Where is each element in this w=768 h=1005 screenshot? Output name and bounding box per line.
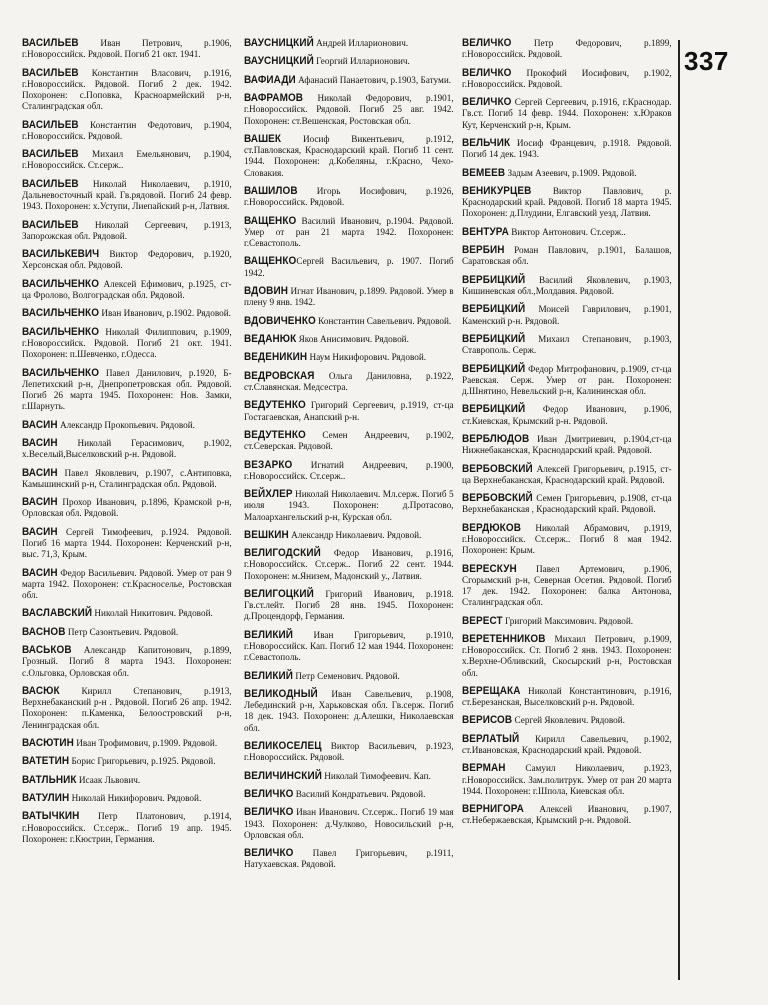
entry-details: Афанасий Панаетович, р.1903, Батуми. <box>295 74 452 86</box>
entry-surname: ВАСИН <box>22 566 58 579</box>
list-item <box>22 120 232 142</box>
list-item <box>462 364 672 398</box>
entry-surname: ВАШИЛОВ <box>244 184 298 197</box>
list-item <box>244 286 454 308</box>
entry-details: Петр Сазонтьевич. Рядовой. <box>65 626 179 638</box>
list-item <box>462 493 672 515</box>
list-item <box>462 227 672 238</box>
list-item <box>244 807 454 841</box>
list-item <box>462 38 672 60</box>
entry-details: Николай Абрамович, р.1919, г.Новороссийск. Ст.серж.. Погиб 8 мая 1942. Похоронен: Крым. <box>462 522 672 557</box>
entry-surname: ВЕЛИКИЙ <box>244 628 294 641</box>
entry-surname: ВЕДУТЕНКО <box>244 428 306 441</box>
entry-surname: ВАСНОВ <box>22 625 66 638</box>
column-divider-line <box>678 40 680 980</box>
entry-details: Сергей Яковлевич. Рядовой. <box>512 715 626 727</box>
list-item <box>22 738 232 749</box>
entry-surname: ВАУСНИЦКИЙ <box>244 37 314 49</box>
entry-surname: ВАТУЛИН <box>22 792 70 805</box>
entry-details: Николай Сергеевич, р.1913, Запорожская обл. Рядовой. <box>22 219 232 242</box>
entry-surname: ВЕЛИЧКО <box>462 66 512 79</box>
entry-details: Григорий Иванович, р.1918. Гв.ст.лейт. Погиб 28 янв. 1945. Похоронен: д.Процендорф, Германия. <box>244 589 454 623</box>
list-item <box>22 249 232 271</box>
entry-surname: ВАСИЛЬКЕВИЧ <box>22 248 100 261</box>
entry-details: Константин Федотович, р.1904, г.Новороссийск. Рядовой. <box>22 119 232 142</box>
entry-details: Алексей Ефимович, р.1925, ст-ца Фролово, Волгоградская обл. Рядовой. <box>22 278 232 301</box>
entry-surname: ВЕРЕСКУН <box>462 562 517 575</box>
column-3 <box>462 38 672 834</box>
entry-details: Константин Савельевич. Рядовой. <box>315 315 452 327</box>
entry-details: Прокофий Иосифович, р.1902, г.Новороссийск. Рядовой. <box>462 67 672 90</box>
list-item <box>244 430 454 452</box>
entry-surname: ВАСИЛЬЕВ <box>22 177 79 190</box>
list-item <box>244 400 454 422</box>
entry-details: Николай Федорович, р.1901, г.Новороссийск. Рядовой. Погиб 25 авг. 1942. Похоронен: ст.Вешенская, Ростовская обл. <box>244 93 454 127</box>
list-item <box>22 438 232 460</box>
entry-details: Иван Иванович. Ст.серж.. Погиб 19 мая 1943. Похоронен: д.Чулково, Новосильский р-н, Орловская обл. <box>244 807 454 841</box>
entry-surname: ВЕРЕЩАКА <box>462 684 521 697</box>
entry-surname: ВАСИЛЬЕВ <box>22 37 79 49</box>
entry-details: Алексей Иванович, р.1907, ст.Небержаевская, Крымский р-н. Рядовой. <box>462 804 672 827</box>
entry-details: Григорий Сергеевич, р.1919, ст-ца Гостагаевская, Анапский р-н. <box>244 400 454 423</box>
entry-details: Виктор Антонович. Ст.серж.. <box>508 226 626 238</box>
entry-surname: ВЕЛИЧКО <box>244 806 294 819</box>
list-item <box>22 811 232 845</box>
entry-details: Павел Григорьевич, р.1911, Натухаевская. Рядовой. <box>244 848 454 871</box>
list-item <box>22 497 232 519</box>
entry-surname: ВАТЛЬНИК <box>22 773 77 786</box>
entry-surname: ВЕЛИГОЦКИЙ <box>244 588 314 601</box>
list-item <box>462 763 672 797</box>
entry-details: Николай Герасимович, р.1902, х.Веселый,Выселковский р-н. Рядовой. <box>22 437 232 461</box>
entry-surname: ВАТЫЧКИН <box>22 810 80 823</box>
entry-surname: ВЕРБИЦКИЙ <box>462 273 526 286</box>
list-item <box>462 334 672 356</box>
entry-surname: ВАСИЛЬЧЕНКО <box>22 366 100 379</box>
entry-details: Михаил Петрович, р.1909, г.Новороссийск. Ст. Погиб 2 янв. 1943. Похоронен: х.Верхне-Обливский, Скосырский р-н, Ростовская обл. <box>462 633 672 679</box>
entry-details: Виктор Павлович, р. Краснодарский край. Рядовой. Погиб 18 марта 1945. Похоронен: д.Плудини, Елгавский уезд, Латвия. <box>462 185 672 220</box>
list-item <box>22 308 232 319</box>
list-item <box>22 775 232 786</box>
entry-surname: ВЕЛИКОСЕЛЕЦ <box>244 740 322 753</box>
entry-details: Николай Никифорович. Рядовой. <box>69 793 202 805</box>
list-item <box>462 734 672 756</box>
list-item <box>462 434 672 456</box>
list-item <box>462 564 672 609</box>
entry-details: Кирилл Степанович, р.1913, Верхнебаканский р-н . Рядовой. Погиб 26 апр. 1942. Похоронен: п.Каменка, Белоостровский р-н, Ленинградская обл. <box>22 685 232 731</box>
entry-surname: ВАСИН <box>22 436 58 449</box>
list-item <box>22 608 232 619</box>
entry-details: Борис Григорьевич, р.1925. Рядовой. <box>69 756 216 768</box>
entry-details: Василий Кондратьевич. Рядовой. <box>293 789 426 801</box>
entry-details: Николай Никитович. Рядовой. <box>92 608 213 620</box>
column-2 <box>244 38 454 878</box>
entry-details: Сергей Сергеевич, р.1916, г.Краснодар. Гв.ст. Погиб 14 февр. 1944. Похоронен: х.Юраков Кут, Керченский р-н, Крым. <box>462 97 672 131</box>
entry-surname: ВАСЬКОВ <box>22 644 72 657</box>
entry-details: Игнат Иванович, р.1899. Рядовой. Умер в плену 9 янв. 1942. <box>244 285 454 309</box>
entry-surname: ВАТЕТИН <box>22 755 70 768</box>
entry-details: Николай Тимофеевич. Кап. <box>321 770 431 782</box>
entry-surname: ВЕДРОВСКАЯ <box>244 369 315 382</box>
entry-details: Василий Иванович, р.1904. Рядовой. Умер от ран 21 марта 1942. Похоронен: г.Севастополь. <box>244 215 454 249</box>
entry-surname: ВЕНИКУРЦЕВ <box>462 184 532 197</box>
entry-details: Ольга Даниловна, р.1922, ст.Славянская. Медсестра. <box>244 370 454 393</box>
list-item <box>462 523 672 557</box>
entry-details: Павел Яковлевич, р.1907, с.Антиповка, Камышинский р-н, Сталинградская обл. Рядовой. <box>22 467 232 490</box>
entry-details: Иван Иванович, р.1902. Рядовой. <box>99 308 231 320</box>
entry-details: Георгий Илларионович. <box>313 56 410 68</box>
entry-surname: ВЕРЛАТЫЙ <box>462 732 520 745</box>
list-item <box>22 68 232 113</box>
entry-details: Кирилл Савельевич, р.1902, ст.Ивановская, Краснодарский край. Рядовой. <box>462 733 672 757</box>
entry-surname: ВЕРБИЦКИЙ <box>462 362 526 375</box>
list-item <box>244 316 454 327</box>
entry-details: Михаил Степанович, р.1903, Ставрополь. Серж. <box>462 333 672 357</box>
list-item <box>22 627 232 638</box>
entry-surname: ВЕЛИКИЙ <box>244 669 294 682</box>
entry-details: Роман Павлович, р.1901, Балашов, Саратовская обл. <box>462 245 672 268</box>
entry-surname: ВАУСНИЦКИЙ <box>244 55 314 68</box>
entry-surname: ВЕРБОВСКИЙ <box>462 462 533 475</box>
entry-surname: ВЕДУТЕНКО <box>244 399 306 412</box>
entry-surname: ВАСИЛЬЧЕНКО <box>22 277 100 290</box>
entry-details: Александр Николаевич. Рядовой. <box>288 529 422 541</box>
entry-surname: ВЕРБИЦКИЙ <box>462 332 526 345</box>
entry-surname: ВАСЮК <box>22 684 60 697</box>
entry-details: Федор Митрофанович, р.1909, ст-ца Раевская. Серж. Умер от ран. Похоронен: д.Шнятино, Невельский р-н, Калининская обл. <box>462 363 672 397</box>
entry-details: Константин Власович, р.1916, г.Новороссийск. Рядовой. Погиб 2 дек. 1942. Похоронен: с.Поповка, Красноармейский р-н, Сталинградская обл. <box>22 67 232 113</box>
list-item <box>244 371 454 393</box>
list-item <box>244 489 454 523</box>
list-item <box>244 75 454 86</box>
list-item <box>22 368 232 413</box>
list-item <box>22 149 232 171</box>
entry-details: Сергей Васильевич, р. 1907. Погиб 1942. <box>244 256 454 279</box>
list-item <box>244 256 454 278</box>
entry-surname: ВЕЛИКОДНЫЙ <box>244 688 318 701</box>
list-item <box>462 245 672 267</box>
list-item <box>22 686 232 731</box>
entry-details: Павел Артемович, р.1906, Сгорымский р-н, Северная Осетия. Рядовой. Погиб 17 дек. 1942. Похоронен: балка Антонова, Сталинградская обл. <box>462 563 672 609</box>
entry-surname: ВАЩЕНКО <box>244 255 297 268</box>
list-item <box>22 220 232 242</box>
entry-details: Николай Николаевич. Мл.серж. Погиб 5 июля 1943. Похоронен: д.Протасово, Малоархангельский р-н, Курская обл. <box>244 489 454 523</box>
entry-surname: ВЕЗАРКО <box>244 458 293 471</box>
list-item <box>462 168 672 179</box>
entry-surname: ВЕЛИЧКО <box>244 788 294 801</box>
entry-details: Николай Константинович, р.1916, ст.Березанская, Выселковский р-н. Рядовой. <box>462 685 672 709</box>
entry-details: Михаил Емельянович, р.1904, г.Новороссийск. Ст.серж.. <box>22 149 232 172</box>
entry-surname: ВАСИЛЬЕВ <box>22 218 79 231</box>
entry-details: Федор Иванович, р.1916, г.Новороссийск. Ст.серж.. Погиб 22 сент. 1944. Похоронен: м.Янизем, Мадонский у., Латвия. <box>244 548 454 582</box>
page-number: 337 <box>684 46 729 76</box>
list-item <box>22 645 232 679</box>
entry-details: Игнатий Андреевич, р.1900, г.Новороссийск. Ст.серж.. <box>244 459 454 482</box>
entry-surname: ВАСИЛЬЕВ <box>22 148 79 161</box>
entry-surname: ВЕРБИН <box>462 244 505 257</box>
entry-surname: ВАСЮТИН <box>22 736 74 749</box>
entry-surname: ВАСЛАВСКИЙ <box>22 607 93 620</box>
entry-surname: ВДОВИН <box>244 284 289 297</box>
list-item <box>244 671 454 682</box>
list-item <box>462 634 672 679</box>
list-item <box>22 327 232 361</box>
entry-surname: ВАФИАДИ <box>244 73 296 86</box>
list-item <box>462 186 672 220</box>
list-item <box>244 630 454 664</box>
entry-surname: ВЕЛЬЧИК <box>462 136 511 149</box>
entry-details: Задым Азеевич, р.1909. Рядовой. <box>505 167 637 179</box>
entry-details: Николай Филиппович, р.1909, г.Новороссийск. Рядовой. Погиб 21 окт. 1941. Похоронен: п.Шевченко, г.Одесса. <box>22 326 232 361</box>
entry-surname: ВЕРНИГОРА <box>462 803 524 816</box>
entry-surname: ВАСИЛЬЧЕНКО <box>22 325 100 338</box>
list-item <box>22 568 232 602</box>
list-item <box>22 179 232 213</box>
entry-details: Игорь Иосифович, р.1926, г.Новороссийск. Рядовой. <box>244 185 454 209</box>
list-item <box>244 460 454 482</box>
entry-surname: ВАФРАМОВ <box>244 92 304 105</box>
entry-surname: ВЕРБИЦКИЙ <box>462 303 526 316</box>
list-item <box>244 186 454 208</box>
entry-details: Алексей Григорьевич, р.1915, ст-ца Верхнебаканская, Краснодарский край. Рядовой. <box>462 463 672 486</box>
entry-surname: ВАСИН <box>22 418 58 431</box>
entry-details: Григорий Максимович. Рядовой. <box>502 615 634 627</box>
entry-details: Виктор Федорович, р.1920, Херсонская обл. Рядовой. <box>22 249 232 272</box>
entry-surname: ВЕДАНЮК <box>244 332 297 345</box>
entry-details: Сергей Тимофеевич, р.1924. Рядовой. Погиб 16 марта 1944. Похоронен: Керченский р-н, выс. 71,3, Крым. <box>22 526 232 561</box>
list-item <box>244 589 454 623</box>
list-item <box>462 97 672 131</box>
entry-surname: ВАСИЛЬЕВ <box>22 118 79 131</box>
entry-surname: ВДОВИЧЕНКО <box>244 314 316 327</box>
entry-details: Иван Петрович, р.1906, г.Новороссийск. Рядовой. Погиб 21 окт. 1941. <box>22 38 232 61</box>
list-item <box>22 38 232 60</box>
list-item <box>244 352 454 363</box>
list-item <box>462 404 672 426</box>
list-item <box>244 848 454 870</box>
entry-surname: ВЕНТУРА <box>462 225 509 238</box>
entry-surname: ВАСИЛЬЧЕНКО <box>22 307 100 320</box>
entry-details: Исаак Львович. <box>76 774 141 786</box>
entry-details: Наум Никифорович. Рядовой. <box>307 352 427 364</box>
list-item <box>462 304 672 326</box>
list-item <box>22 527 232 561</box>
list-item <box>462 68 672 90</box>
list-item <box>462 804 672 826</box>
entry-details: Моисей Гаврилович, р.1901, Каменский р-н. Рядовой. <box>462 304 672 327</box>
list-item <box>244 134 454 179</box>
entry-details: Яков Анисимович. Рядовой. <box>296 333 409 345</box>
entry-surname: ВЕРДЮКОВ <box>462 521 521 534</box>
entry-surname: ВЕРЕСТ <box>462 614 503 627</box>
entry-details: Иосиф Францевич, р.1918. Рядовой. Погиб 14 дек. 1943. <box>462 137 672 161</box>
entry-details: Иван Григорьевич, р.1910, г.Новороссийск. Кап. Погиб 12 мая 1944. Похоронен: г.Севастополь. <box>244 629 454 664</box>
list-item <box>462 138 672 160</box>
entry-details: Александр Капитонович, р.1899, Грозный. Погиб 8 марта 1943. Похоронен: с.Ольговка, Орловская обл. <box>22 645 232 679</box>
entry-details: Василий Яковлевич, р.1903, Кишиневская обл.,Молдавия. Рядовой. <box>462 274 672 297</box>
list-item <box>244 38 454 49</box>
entry-details: Федор Васильевич. Рядовой. Умер от ран 9 марта 1942. Похоронен: ст.Красноселье, Ростовская обл. <box>22 567 232 601</box>
list-item <box>22 279 232 301</box>
entry-details: Иван Дмитриевич, р.1904,ст-ца Нижнебаканская, Краснодарский край. Рядовой. <box>462 433 672 457</box>
list-item <box>22 793 232 804</box>
entry-details: Александр Прокопьевич. Рядовой. <box>57 419 195 431</box>
list-item <box>22 420 232 431</box>
entry-surname: ВЕРБЛЮДОВ <box>462 432 530 445</box>
list-item <box>22 468 232 490</box>
entry-details: Иван Трофимович, р.1909. Рядовой. <box>73 737 218 749</box>
entry-details: Виктор Васильевич, р.1923, г.Новороссийск. Рядовой. <box>244 741 454 764</box>
entry-details: Иосиф Викентьевич, р.1912, ст.Павловская, Краснодарский край. Погиб 11 сент. 1944. Похоронен: д.Кобеляны, г.Красно, Чехо-Словакия. <box>244 133 454 179</box>
list-item <box>244 216 454 250</box>
list-item <box>462 616 672 627</box>
entry-surname: ВЕРБОВСКИЙ <box>462 492 533 505</box>
entry-details: Прохор Иванович, р.1896, Крамской р-н, Орловская обл. Рядовой. <box>22 497 232 520</box>
list-item <box>244 530 454 541</box>
entry-details: Самуил Николаевич, р.1923, г.Новороссийск. Зам.политрук. Умер от ран 20 марта 1944. Похоронен: г.Шпола, Киевская обл. <box>462 763 672 797</box>
list-item <box>244 334 454 345</box>
list-item <box>244 56 454 67</box>
list-item <box>462 686 672 708</box>
entry-details: Андрей Илларионович. <box>313 38 409 49</box>
entry-details: Николай Николаевич, р.1910, Дальневосточный край. Гв.рядовой. Погиб 24 февр. 1943. Похоронен: х.Уступи, Лиепайский р-н, Латвия. <box>22 178 232 213</box>
entry-surname: ВЕРМАН <box>462 762 506 775</box>
entry-surname: ВАСИЛЬЕВ <box>22 66 79 79</box>
entry-details: Семен Андреевич, р.1902, ст.Северская. Рядовой. <box>244 429 454 453</box>
entry-surname: ВЕЛИЧКО <box>462 96 512 109</box>
entry-surname: ВАСИН <box>22 496 58 509</box>
list-item <box>462 275 672 297</box>
list-item <box>462 715 672 726</box>
entry-surname: ВЕЙХЛЕР <box>244 488 293 501</box>
list-item <box>244 93 454 127</box>
column-1 <box>22 38 232 852</box>
entry-details: Иван Савельевич, р.1908, Лебединский р-н, Харьковская обл. Гв.серж. Погиб 18 дек. 1943. Похоронен: д.Алешки, Николаевская обл. <box>244 689 454 734</box>
entry-surname: ВАШЕК <box>244 132 282 145</box>
list-item <box>244 789 454 800</box>
entry-surname: ВАСИН <box>22 466 58 479</box>
entry-details: Петр Семенович. Рядовой. <box>293 670 400 682</box>
entry-details: Петр Федорович, р.1899, г.Новороссийск. Рядовой. <box>462 38 672 61</box>
entry-details: Петр Платонович, р.1914, г.Новороссийск. Ст.серж.. Погиб 19 апр. 1945. Похоронен: г.Кюстрин, Германия. <box>22 811 232 845</box>
entry-surname: ВЕШКИН <box>244 528 289 541</box>
list-item <box>244 689 454 734</box>
list-item <box>244 771 454 782</box>
entry-surname: ВЕЛИЧКО <box>462 37 512 49</box>
entry-details: Павел Данилович, р.1920, Б-Лепетихский р-н, Днепропетровская обл. Рядовой. Погиб 26 марта 1945. Похоронен: Нов. Замки, г.Шарнуть. <box>22 367 232 413</box>
list-item <box>462 464 672 486</box>
entry-surname: ВАЩЕНКО <box>244 214 297 227</box>
list-item <box>244 741 454 763</box>
entry-surname: ВЕРЕТЕННИКОВ <box>462 632 546 645</box>
entry-surname: ВЕЛИЧКО <box>244 847 294 860</box>
entry-surname: ВЕМЕЕВ <box>462 166 506 179</box>
entry-details: Федор Иванович, р.1906, ст.Киевская, Крымский р-н. Рядовой. <box>462 404 672 427</box>
entry-surname: ВЕЛИГОДСКИЙ <box>244 547 321 560</box>
entry-surname: ВЕРБИЦКИЙ <box>462 403 526 416</box>
entry-surname: ВЕДЕНИКИН <box>244 351 308 364</box>
entry-surname: ВЕЛИЧИНСКИЙ <box>244 769 322 782</box>
entry-surname: ВЕРИСОВ <box>462 714 513 727</box>
list-item <box>244 548 454 582</box>
entry-surname: ВАСИН <box>22 525 58 538</box>
entry-details: Семен Григорьевич, р.1908, ст-ца Верхнебаканская , Краснодарский край. Рядовой. <box>462 493 672 516</box>
list-item <box>22 756 232 767</box>
